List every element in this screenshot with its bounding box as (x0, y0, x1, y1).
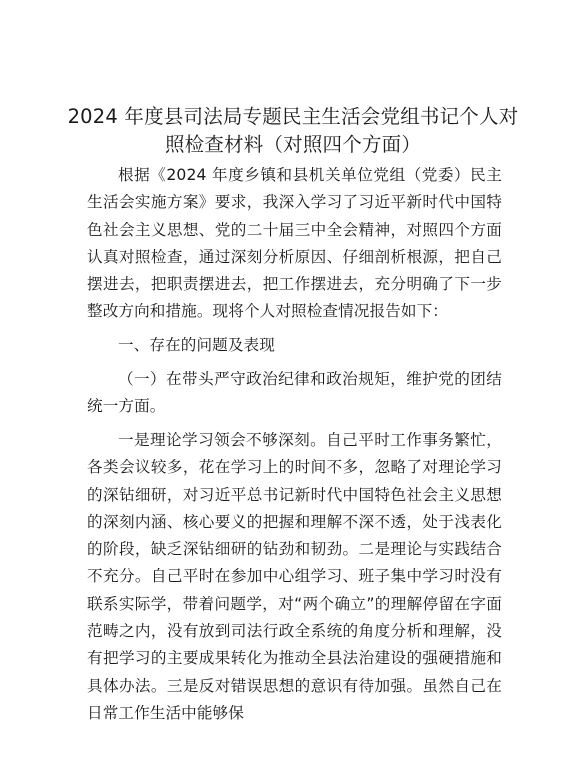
document-title: 2024 年度县司法局专题民主生活会党组书记个人对照检查材料（对照四个方面） (67, 105, 519, 156)
intro-paragraph: 根据《2024 年度乡镇和县机关单位党组（党委）民主生活会实施方案》要求，我深入学习了习近平新时代中国特色社会主义思想、党的二十届三中全会精神，对照四个方面认真对照检查，通过深刻分析原因、仔细剖析根源，把自己摆进去，把职责摆进去，把工作摆进去，充分明确了下一步整改方向和措施。现将个人对照检查情况报告如下： (87, 166, 502, 321)
section-heading: 一、存在的问题及表现 (118, 336, 275, 354)
subsection-heading: （一）在带头严守政治纪律和政治规矩，维护党的团结统一方面。 (87, 370, 502, 416)
body-paragraph: 一是理论学习领会不够深刻。自己平时工作事务繁忙，各类会议较多，花在学习上的时间不多，忽略了对理论学习的深钻细研，对习近平总书记新时代中国特色社会主义思想的深刻内涵、核心要义的把握和理解不深不透，处于浅表化的阶段，缺乏深钻细研的钻劲和韧劲。二是理论与实践结合不充分。自己平时在参加中心组学习、班子集中学习时没有联系实际学，带着问题学，对“两个确立”的理解停留在字面范畴之内，没有放到司法行政全系统的角度分析和理解，没有把学习的主要成果转化为推动全县法治建设的强硬措施和具体办法。三是反对错误思想的意识有待加强。虽然自己在日常工作生活中能够保 (87, 431, 502, 722)
